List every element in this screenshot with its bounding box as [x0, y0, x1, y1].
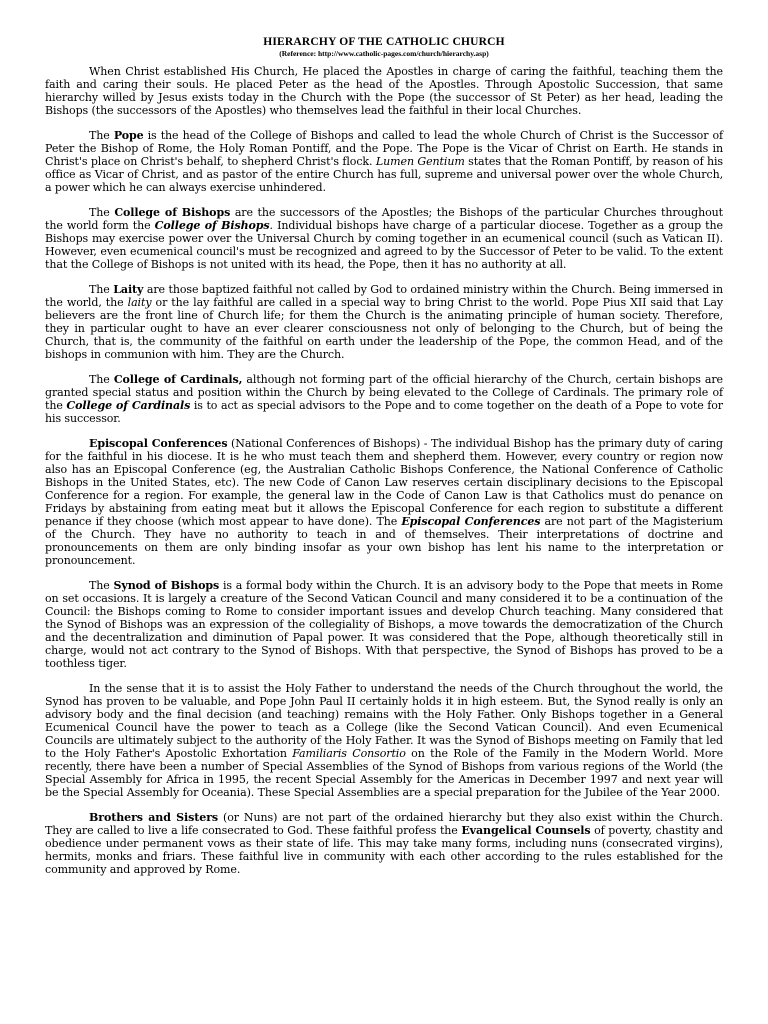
text-run: The: [89, 206, 115, 219]
text-run: are the successors of the Apostles; the Bishops of the particular Churches throughout the world form the: [45, 206, 723, 232]
italic-term: laity: [127, 296, 152, 309]
text-run: of poverty, chastity and obedience under permanent vows as their state of life. This may take many forms, including nuns (consecrated virgins), hermits, monks and friars. These faithful live in community with each other according to the rules established for the community and approved by Rome.: [45, 824, 723, 876]
paragraph: [45, 129, 723, 194]
text-run: on the Role of the Family in the Modern World. More recently, there have been a number of Special Assemblies of the Synod of Bishops from various regions of the World (the Special Assembly for Africa in 1995, the recent Special Assembly for the Americas in December 1997 and next year will be the Special Assembly for Oceania). These Special Assemblies are a special preparation for the Jubilee of the Year 2000.: [45, 747, 724, 799]
paragraph: [45, 811, 723, 876]
paragraph: [45, 682, 723, 799]
bold-italic-term: College of Bishops: [154, 219, 270, 232]
text-run: are those baptized faithful not called by God to ordained ministry within the Church. Being immersed in the world, the: [45, 283, 723, 309]
text-run: The: [89, 373, 114, 386]
bold-term: Episcopal Conferences: [89, 437, 228, 450]
text-run: (National Conferences of Bishops) - The individual Bishop has the primary duty of caring for the faithful in his diocese. It is he who must teach them and shepherd them. However, every country or region now also has an Episcopal Conference (eg, the Australian Catholic Bishops Conference, the National Conference of Catholic Bishops in the United States, etc). The new Code of Canon Law reserves certain disciplinary decisions to the Episcopal Conference for a region. For example, the general law in the Code of Canon Law is that Catholics must do penance on Fridays by abstaining from eating meat but it allows the Episcopal Conference for each region to substitute a different penance if they choose (which most appear to have done). The: [45, 437, 723, 528]
text-run: When Christ established His Church, He placed the Apostles in charge of caring the faithful, teaching them the faith and caring their souls. He placed Peter as the head of the Apostles. Through Apostolic Succession, that same hierarchy willed by Jesus exists today in the Church with the Pope (the successor of St Peter) as her head, leading the Bishops (the successors of the Apostles) who themselves lead the faithful in their local Churches.: [45, 65, 723, 117]
text-run: The: [89, 579, 114, 592]
reference-line: (Reference: http://www.catholic-pages.com/church/hierarchy.asp): [279, 49, 489, 58]
text-run: is to act as special advisors to the Pope and to come together on the death of a Pope to vote for his successor.: [45, 399, 723, 425]
bold-term: Pope: [113, 129, 144, 142]
text-run: although not forming part of the official hierarchy of the Church, certain bishops are granted special status and position within the Church by being elevated to the College of Cardinals. The primary role of the: [45, 373, 723, 412]
text-run: (or Nuns) are not part of the ordained hierarchy but they also exist within the Church. They are called to live a life consecrated to God. These faithful profess the: [45, 811, 723, 837]
text-run: states that the Roman Pontiff, by reason of his office as Vicar of Christ, and as pastor of the entire Church has full, supreme and universal power over the whole Church, a power which he can always exercise unhindered.: [45, 155, 723, 194]
paragraph: [45, 579, 723, 670]
paragraph: [45, 206, 723, 271]
text-run: or the lay faithful are called in a special way to bring Christ to the world. Pope Pius XII said that Lay believers are the front line of Church life; for them the Church is the animating principle of human society. Therefore, they in particular ought to have an ever clearer consciousness not only of belonging to the Church, but of being the Church, that is, the community of the faithful on earth under the leadership of the Pope, the common Head, and of the bishops in communion with him. They are the Church.: [45, 296, 723, 361]
bold-term: Brothers and Sisters: [89, 811, 219, 824]
paragraph: [45, 65, 723, 117]
text-run: is the head of the College of Bishops and called to lead the whole Church of Christ is the Successor of Peter the Bishop of Rome, the Holy Roman Pontiff, and the Pope. The Pope is the Vicar of Christ on Earth. He stands in Christ's place on Christ's behalf, to shepherd Christ's flock.: [45, 129, 724, 168]
text-run: is a formal body within the Church. It is an advisory body to the Pope that meets in Rome on set occasions. It is largely a creature of the Second Vatican Council and many considered it to be a continuation of the Council: the Bishops coming to Rome to consider important issues and develop Church teaching. Many considered that the Synod of Bishops was an expression of the collegiality of Bishops, a move towards the democratization of the Church and the decentralization and diminution of Papal power. It was considered that the Pope, although theoretically still in charge, would not act contrary to the Synod of Bishops. With that perspective, the Synod of Bishops has proved to be a toothless tiger.: [45, 579, 723, 670]
italic-term: Lumen Gentium: [375, 155, 465, 168]
bold-term: College of Cardinals,: [113, 373, 243, 386]
text-run: are not part of the Magisterium of the Church. They have no authority to teach in and of themselves. Their interpretations of doctrine and pronouncements on them are only binding insofar as your own bishop has lent his name to the interpretation or pronouncement.: [45, 515, 723, 567]
bold-italic-term: Episcopal Conferences: [401, 515, 541, 528]
paragraph: [45, 283, 723, 361]
document-title: HIERARCHY OF THE CATHOLIC CHURCH: [263, 36, 505, 48]
document-body: [45, 65, 723, 876]
bold-term: College of Bishops: [114, 206, 231, 219]
bold-italic-term: College of Cardinals: [66, 399, 191, 412]
text-run: In the sense that it is to assist the Holy Father to understand the needs of the Church throughout the world, the Synod has proven to be valuable, and Pope John Paul II certainly holds it in high esteem. But, the Synod really is only an advisory body and the final decision (and teaching) remains with the Holy Father. Only Bishops together in a General Ecumenical Council have the power to teach as a College (like the Second Vatican Council). And even Ecumenical Councils are ultimately subject to the authority of the Holy Father. It was the Synod of Bishops meeting on Family that led to the Holy Father's Apostolic Exhortation: [45, 682, 723, 760]
bold-term: Laity: [113, 283, 144, 296]
paragraph: [45, 373, 723, 425]
italic-term: Familiaris Consortio: [292, 747, 406, 760]
text-run: The: [89, 129, 114, 142]
paragraph: [45, 437, 723, 567]
bold-term: Synod of Bishops: [113, 579, 220, 592]
document-page: [45, 36, 723, 888]
bold-term: Evangelical Counsels: [461, 824, 591, 837]
text-run: The: [89, 283, 114, 296]
text-run: . Individual bishops have charge of a particular diocese. Together as a group the Bishops may exercise power over the Universal Church by coming together in an ecumenical council (such as Vatican II). However, even ecumenical council's must be recognized and agreed to by the Successor of Peter to be valid. To the extent that the College of Bishops is not united with its head, the Pope, then it has no authority at all.: [45, 219, 723, 271]
